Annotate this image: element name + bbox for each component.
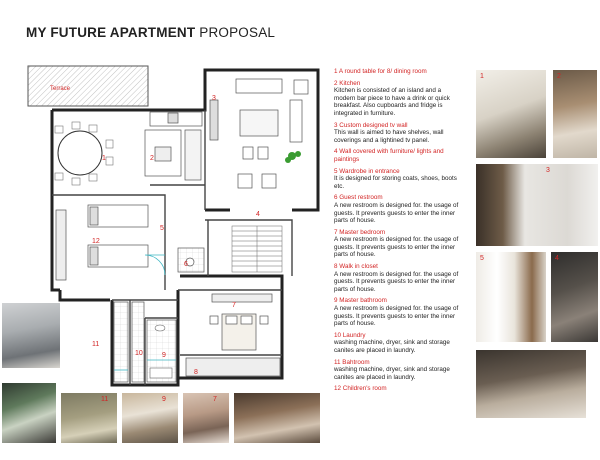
room-number-1: 1 (102, 155, 106, 162)
terrace (28, 66, 148, 106)
room-notes (334, 68, 464, 397)
room-number-11: 11 (92, 341, 100, 348)
title-bold: MY FUTURE APARTMENT (26, 25, 196, 40)
dining-table (55, 122, 113, 185)
photo-tv-wall: 3 (476, 164, 598, 246)
childrens-room (56, 205, 148, 280)
room-number-6: 6 (184, 261, 188, 268)
room-number-4: 4 (256, 211, 260, 218)
photo-walk-in-closet (234, 393, 320, 443)
note-7: 7 Master bedroom A new restroom is designed for. the usage of guests. It prevents guests to enter the inner parts of house. (334, 228, 459, 259)
note-5: 5 Wardrobe in entrance It is designed for storing coats, shoes, boots etc. (334, 167, 457, 190)
guest-restroom (178, 248, 204, 272)
living-room (210, 79, 308, 188)
room-number-10: 10 (135, 350, 143, 357)
note-11: 11 Bahtroom washing machine, dryer, sink and storage canites are placed in laundry. (334, 358, 450, 381)
photo-childrens-room (2, 303, 60, 368)
note-10: 10 Laundry washing machine, dryer, sink and storage canites are placed in laundry. (334, 331, 450, 354)
photo-bathroom: 11 (61, 393, 117, 443)
note-12: 12 Children's room (334, 385, 387, 393)
photo-master-bathroom: 9 (122, 393, 178, 443)
note-4: 4 Wall covered with furniture/ lights and paintings (334, 148, 444, 163)
plant-icon (285, 151, 301, 163)
room-number-8: 8 (194, 369, 198, 376)
room-number-7: 7 (232, 302, 236, 309)
note-8: 8 Walk in closet A new restroom is designed for. the usage of guests. It prevents guests to enter the inner parts of house. (334, 263, 459, 293)
room-number-12: 12 (92, 238, 100, 245)
note-6: 6 Guest restroom A new restroom is designed for. the usage of guests. It prevents guests to enter the inner parts of house. (334, 194, 459, 225)
room-number-3: 3 (212, 95, 216, 102)
stairs (232, 226, 282, 272)
photo-bedroom-large (476, 350, 586, 418)
photo-bathroom-window (2, 383, 56, 443)
terrace-label: Terrace (50, 86, 71, 92)
note-3: 3 Custom designed tv wall This wall is aimed to have shelves, wall coverings and a lightined tv panel. (334, 121, 444, 144)
note-1: 1 A round table for 8/ dining room (334, 68, 427, 75)
room-number-2: 2 (150, 155, 154, 162)
photo-master-bedroom: 7 (183, 393, 229, 443)
photo-kitchen: 2 (553, 70, 597, 158)
kitchen (145, 112, 202, 180)
note-9: 9 Master bathroom A new restroom is designed for. the usage of guests. It prevents guests to enter the inner parts of house. (334, 297, 459, 328)
note-2: 2 Kitchen Kitchen is consisted of an island and a modern bar piece to have a drink or quick breakfast. Also cupboards and fridge is integrated in furniture. (334, 79, 450, 117)
title-regular: PROPOSAL (199, 25, 276, 40)
photo-wardrobe: 5 (476, 252, 546, 342)
photo-dining: 1 (476, 70, 546, 158)
photo-wall-paintings: 4 (551, 252, 598, 342)
room-number-5: 5 (160, 225, 164, 232)
room-number-9: 9 (162, 352, 166, 359)
